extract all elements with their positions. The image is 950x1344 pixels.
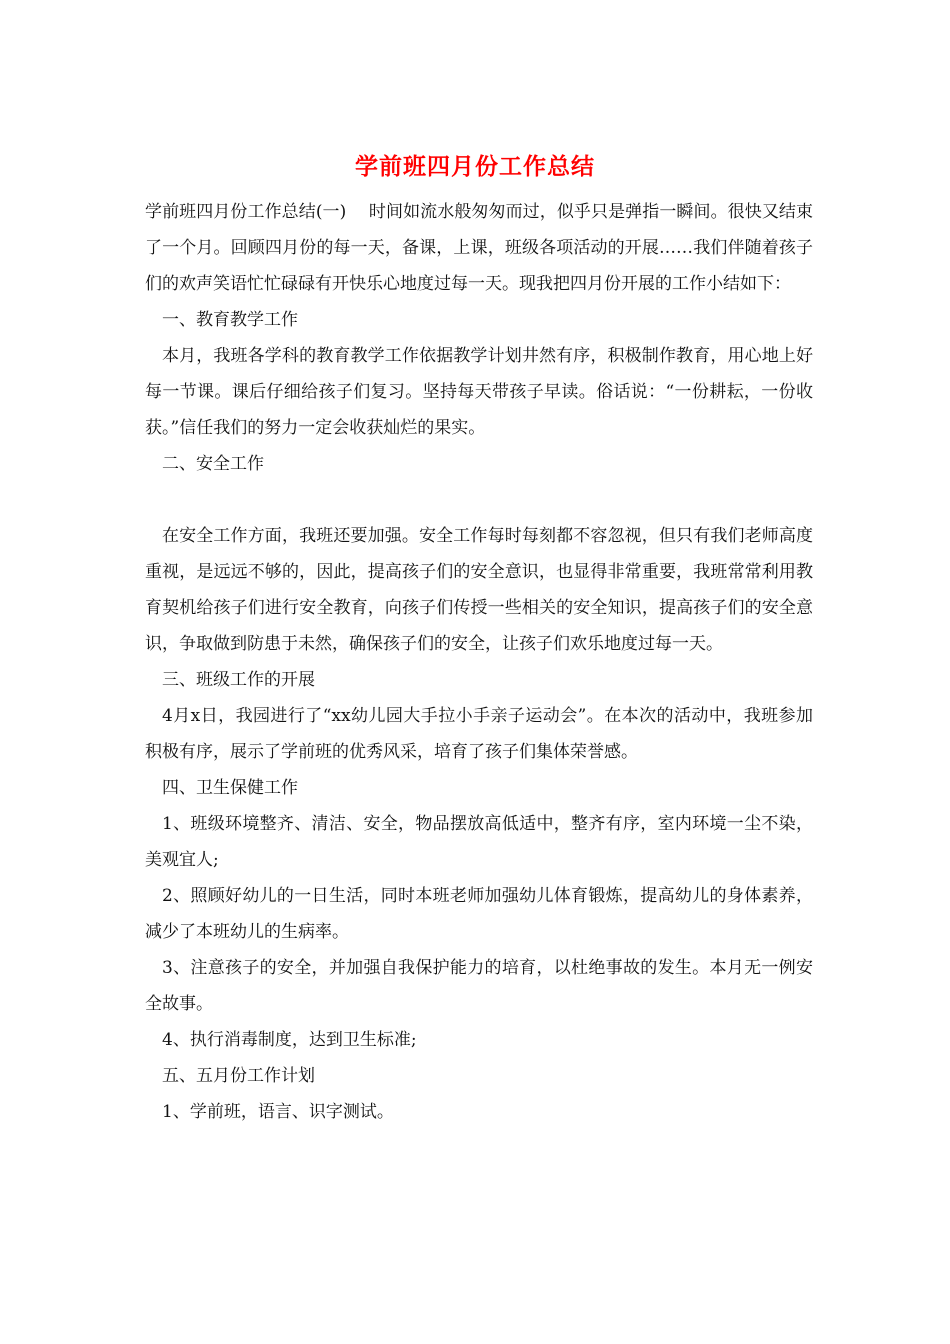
- teaching-paragraph: 本月，我班各学科的教育教学工作依据教学计划井然有序，积极制作教育，用心地上好每一节课。课后仔细给孩子们复习。坚持每天带孩子早读。俗话说：“一份耕耘，一份收获。”信任我们的努力一定会收获灿烂的果实。: [145, 346, 813, 438]
- section-heading-hygiene: 四、卫生保健工作: [162, 778, 298, 798]
- section-heading-may-plan: 五、五月份工作计划: [162, 1066, 315, 1086]
- section-heading-class-work: 三、班级工作的开展: [162, 670, 315, 690]
- hygiene-item-2: 2、照顾好幼儿的一日生活，同时本班老师加强幼儿体育锻炼，提高幼儿的身体素养，减少了本班幼儿的生病率。: [145, 886, 813, 942]
- hygiene-item-3: 3、注意孩子的安全，并加强自我保护能力的培育，以杜绝事故的发生。本月无一例安全故事。: [145, 958, 813, 1014]
- section-heading-safety: 二、安全工作: [162, 454, 264, 474]
- may-plan-item-1: 1、学前班，语言、识字测试。: [162, 1102, 394, 1122]
- document-title: 学前班四月份工作总结: [355, 153, 595, 180]
- intro-paragraph: 学前班四月份工作总结(一) 时间如流水般匆匆而过，似乎只是弹指一瞬间。很快又结束了一个月。回顾四月份的每一天，备课，上课，班级各项活动的开展……我们伴随着孩子们的欢声笑语忙忙碌碌有开快乐心地度过每一天。现我把四月份开展的工作小结如下：: [145, 202, 813, 294]
- class-work-paragraph: 4月x日，我园进行了“xx幼儿园大手拉小手亲子运动会”。在本次的活动中，我班参加积极有序，展示了学前班的优秀风采，培育了孩子们集体荣誉感。: [145, 706, 813, 762]
- hygiene-item-4: 4、执行消毒制度，达到卫生标准;: [162, 1030, 417, 1050]
- safety-paragraph: 在安全工作方面，我班还要加强。安全工作每时每刻都不容忽视，但只有我们老师高度重视，是远远不够的，因此，提高孩子们的安全意识，也显得非常重要，我班常常利用教育契机给孩子们进行安全教育，向孩子们传授一些相关的安全知识，提高孩子们的安全意识，争取做到防患于未然，确保孩子们的安全，让孩子们欢乐地度过每一天。: [145, 526, 813, 654]
- hygiene-item-1: 1、班级环境整齐、清洁、安全，物品摆放高低适中，整齐有序，室内环境一尘不染，美观宜人;: [145, 814, 813, 870]
- section-heading-teaching: 一、教育教学工作: [162, 310, 298, 330]
- blank-line: [145, 482, 813, 518]
- document-body: [145, 194, 813, 1130]
